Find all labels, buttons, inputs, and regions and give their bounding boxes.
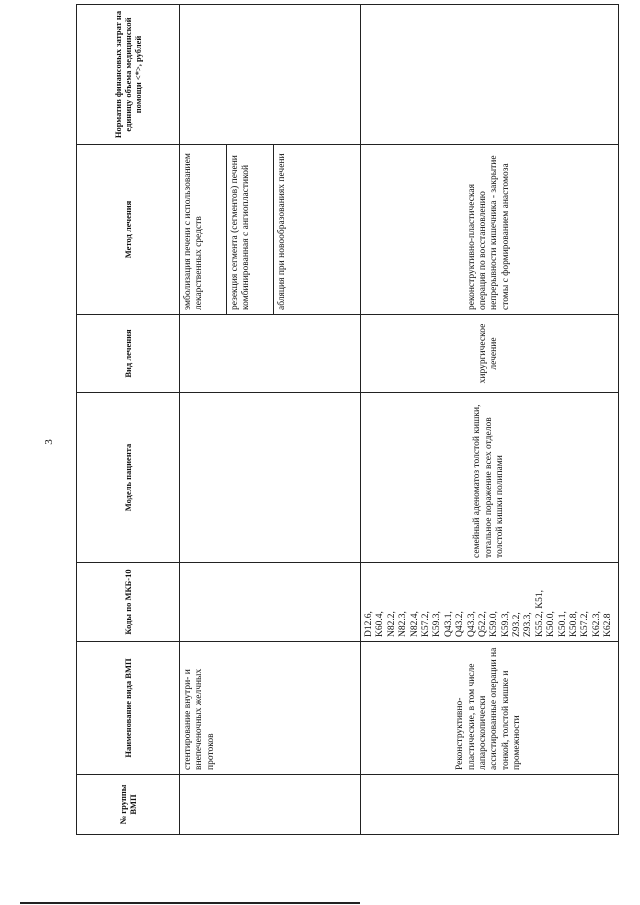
header-patient-model: Модель пациента [77,393,180,563]
cell-treatment-methods [180,145,361,315]
page-number: 3 [42,439,55,445]
cell-treatment-method: реконструктивно-пластическая операция по восстановлению непрерывности кишечника - закрытие стомы с формированием анастомоза [361,145,619,315]
cell-treatment-type: хирургическое лечение [361,315,619,393]
cell-treatment-type [180,315,361,393]
cell-vmp-name: Реконструктивно-пластические, в том числе лапароскопически ассистированные операции на тонкой, толстой кишке и промежности [361,642,619,775]
vmp-table [76,4,619,835]
cell-cost-norm [361,5,619,145]
header-treatment-type: Вид лечения [77,315,180,393]
cell-patient-model [180,393,361,563]
method-item: резекция сегмента (сегментов) печени комбинированная с ангиопластикой [227,145,274,314]
header-cost-norm: Норматив финансовых затрат на единицу объема медицинской помощи <*>, рублей [77,5,180,145]
table-row [361,5,619,835]
cell-group-no [180,775,361,835]
header-treatment-method: Метод лечения [77,145,180,315]
bottom-rule [20,902,360,904]
table-row [180,5,361,835]
header-icd-codes: Коды по МКБ-10 [77,563,180,642]
rotated-table-block [76,5,614,835]
cell-group-no [361,775,619,835]
header-group-no: № группы ВМП [77,775,180,835]
cell-icd-codes [180,563,361,642]
table-header-row [77,5,180,835]
cell-patient-model: семейный аденоматоз толстой кишки, тотальное поражение всех отделов толстой кишки полипами [361,393,619,563]
header-vmp-name: Наименование вида ВМП [77,642,180,775]
cell-vmp-name: стентирование внутри- и внепеченочных желчных протоков [180,642,361,775]
method-item: абляция при новообразованиях печени [277,153,287,310]
cell-icd-codes: D12.6, K60.4, N82.2, N82.3, N82.4, K57.2, K59.3, Q43.1, Q43.2, Q43.3, Q52.2, K59.0, K59.3, Z93.2, Z93.3, K55.2, K51, K50.0, K50.1, K50.8, K57.2, K62.3, K62.8 [361,563,619,642]
cell-cost-norm [180,5,361,145]
method-item: эмболизация печени с использованием лекарственных средств [180,145,227,314]
